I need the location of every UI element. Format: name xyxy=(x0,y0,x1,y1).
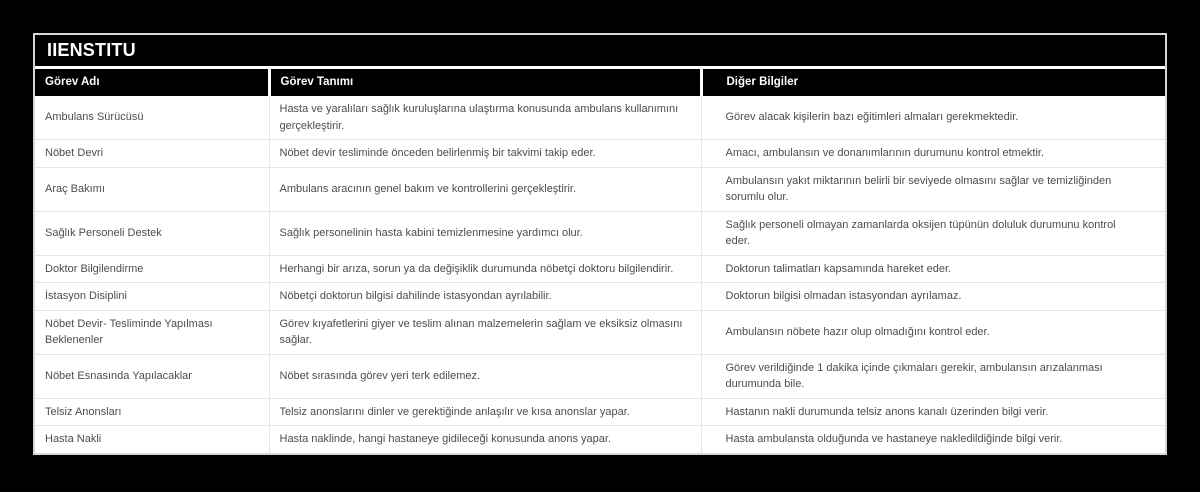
cell-gorev-tanimi: Sağlık personelinin hasta kabini temizlenmesine yardımcı olur. xyxy=(269,211,701,255)
cell-gorev-adi: Ambulans Sürücüsü xyxy=(45,111,144,124)
cell-gorev-tanimi: Hasta naklinde, hangi hastaneye gidileceği konusunda anons yapar. xyxy=(269,426,701,453)
table-row xyxy=(35,426,1165,453)
cell-diger-bilgiler: Ambulansın nöbete hazır olup olmadığını kontrol eder. xyxy=(701,310,1165,354)
brand-title: IIENSTITU xyxy=(47,40,136,60)
cell-diger-bilgiler: Sağlık personeli olmayan zamanlarda oksijen tüpünün doluluk durumunu kontrol eder. xyxy=(701,211,1165,255)
cell-gorev-tanimi: Herhangi bir arıza, sorun ya da değişiklik durumunda nöbetçi doktoru bilgilendirir. xyxy=(269,255,701,283)
content-frame xyxy=(33,33,1167,455)
table-row xyxy=(35,211,1165,255)
duties-table xyxy=(35,69,1165,453)
table-row xyxy=(35,398,1165,426)
table-row xyxy=(35,354,1165,398)
cell-diger-bilgiler: Hastanın nakli durumunda telsiz anons kanalı üzerinden bilgi verir. xyxy=(701,398,1165,426)
table-row xyxy=(35,310,1165,354)
table-row xyxy=(35,283,1165,311)
cell-diger-bilgiler: Doktorun talimatları kapsamında hareket eder. xyxy=(701,255,1165,283)
cell-gorev-adi: Nöbet Devir- Tesliminde Yapılması Beklenenler xyxy=(35,310,269,354)
cell-diger-bilgiler: Doktorun bilgisi olmadan istasyondan ayrılamaz. xyxy=(701,283,1165,311)
cell-gorev-tanimi: Nöbet devir tesliminde önceden belirlenmiş bir takvimi takip eder. xyxy=(269,140,701,168)
cell-diger-bilgiler: Amacı, ambulansın ve donanımlarının durumunu kontrol etmektir. xyxy=(701,140,1165,168)
table-header-row xyxy=(35,69,1165,96)
table-body xyxy=(35,96,1165,453)
cell-gorev-adi: İstasyon Disiplini xyxy=(35,283,269,311)
column-header-gorev-adi: Görev Adı xyxy=(35,69,269,96)
cell-gorev-adi: Nöbet Esnasında Yapılacaklar xyxy=(35,354,269,398)
cell-diger-bilgiler: Ambulansın yakıt miktarının belirli bir seviyede olmasını sağlar ve temizliğinden sorumlu olur. xyxy=(701,167,1165,211)
table-row xyxy=(35,167,1165,211)
cell-gorev-tanimi: Nöbet sırasında görev yeri terk edilemez. xyxy=(269,354,701,398)
cell-gorev-adi: Araç Bakımı xyxy=(35,167,269,211)
cell-diger-bilgiler: Görev alacak kişilerin bazı eğitimleri almaları gerekmektedir. xyxy=(701,96,1165,140)
cell-diger-bilgiler: Hasta ambulansta olduğunda ve hastaneye nakledildiğinde bilgi verir. xyxy=(701,426,1165,453)
column-header-diger-bilgiler: Diğer Bilgiler xyxy=(701,69,1165,96)
cell-gorev-tanimi: Ambulans aracının genel bakım ve kontrollerini gerçekleştirir. xyxy=(269,167,701,211)
brand-titlebar xyxy=(35,35,1165,66)
cell-gorev-tanimi: Nöbetçi doktorun bilgisi dahilinde istasyondan ayrılabilir. xyxy=(269,283,701,311)
column-header-gorev-tanimi: Görev Tanımı xyxy=(269,69,701,96)
cell-diger-bilgiler: Görev verildiğinde 1 dakika içinde çıkmaları gerekir, ambulansın arızalanması durumunda bile. xyxy=(701,354,1165,398)
cell-gorev-adi: Nöbet Devri xyxy=(35,140,269,168)
cell-gorev-adi: Hasta Nakli xyxy=(35,426,269,453)
table-row xyxy=(35,96,1165,140)
cell-gorev-tanimi: Görev kıyafetlerini giyer ve teslim alınan malzemelerin sağlam ve eksiksiz olmasını sağlar. xyxy=(269,310,701,354)
cell-gorev-adi: Doktor Bilgilendirme xyxy=(35,255,269,283)
table-row xyxy=(35,255,1165,283)
table-row xyxy=(35,140,1165,168)
cell-gorev-adi: Telsiz Anonsları xyxy=(35,398,269,426)
cell-gorev-tanimi: Telsiz anonslarını dinler ve gerektiğinde anlaşılır ve kısa anonslar yapar. xyxy=(269,398,701,426)
cell-gorev-tanimi: Hasta ve yaralıları sağlık kuruluşlarına ulaştırma konusunda ambulans kullanımını gerçekleştirir. xyxy=(269,96,701,140)
cell-gorev-adi: Sağlık Personeli Destek xyxy=(35,211,269,255)
